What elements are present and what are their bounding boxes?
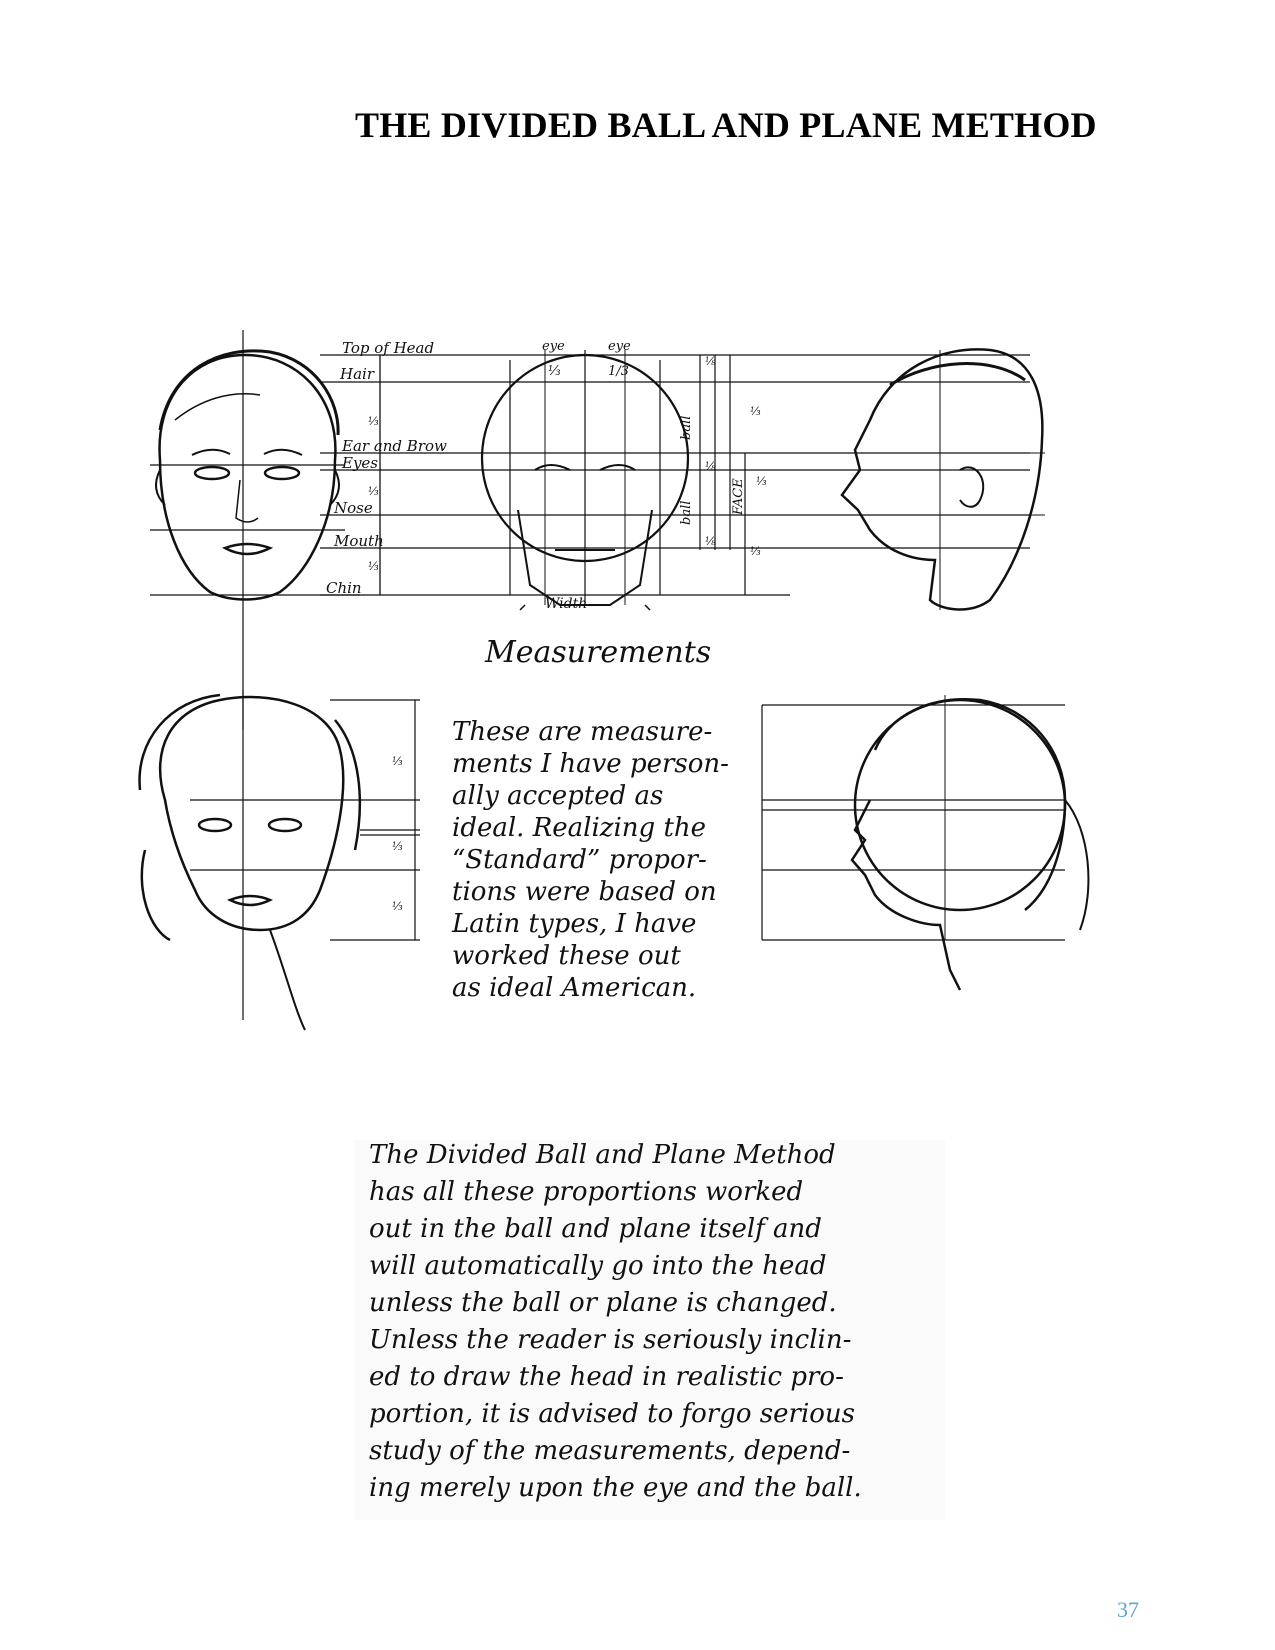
notes-line-9: study of the measurements, depend- bbox=[369, 1436, 851, 1466]
label-chin: Chin bbox=[326, 579, 362, 597]
label-top-of-head: Top of Head bbox=[342, 339, 435, 357]
label-face-frac: ⅓ bbox=[756, 475, 767, 488]
note-line-1: These are measure- bbox=[452, 717, 713, 747]
label-ear-and-brow: Ear and Brow bbox=[342, 437, 447, 455]
notes-line-8: portion, it is advised to forgo serious bbox=[369, 1399, 856, 1429]
label-nose: Nose bbox=[334, 499, 373, 517]
notes-line-7: ed to draw the head in realistic pro- bbox=[369, 1362, 844, 1392]
notes-line-6: Unless the reader is seriously inclin- bbox=[369, 1325, 852, 1355]
page-number: 37 bbox=[1117, 1597, 1139, 1622]
page-title: THE DIVIDED BALL AND PLANE METHOD bbox=[355, 105, 1097, 145]
label-eye-left: eye bbox=[542, 339, 565, 354]
female-fraction-3: ⅓ bbox=[392, 900, 403, 913]
label-width: Width bbox=[545, 596, 588, 612]
figure-caption: Measurements bbox=[485, 635, 712, 670]
note-line-3: ally accepted as bbox=[452, 781, 664, 811]
female-fraction-2: ⅓ bbox=[392, 840, 403, 853]
front-fraction-3: ⅓ bbox=[368, 560, 379, 573]
label-right-frac-1: ⅓ bbox=[750, 405, 761, 418]
label-ball-top: ball bbox=[679, 415, 694, 440]
front-fraction-2: ⅓ bbox=[368, 485, 379, 498]
front-fraction-1: ⅓ bbox=[368, 415, 379, 428]
label-mouth: Mouth bbox=[334, 532, 384, 550]
notes-line-2: has all these proportions worked bbox=[369, 1177, 804, 1207]
label-ball-mid: ball bbox=[679, 500, 694, 525]
notes-line-5: unless the ball or plane is changed. bbox=[369, 1288, 837, 1318]
note-line-8: worked these out bbox=[452, 941, 681, 971]
note-line-5: “Standard” propor- bbox=[452, 845, 707, 875]
label-eyes: Eyes bbox=[342, 454, 378, 472]
notes-line-10: ing merely upon the eye and the ball. bbox=[369, 1473, 862, 1503]
note-line-2: ments I have person- bbox=[452, 749, 729, 779]
label-eighth-3: ⅛ bbox=[705, 535, 716, 548]
note-line-4: ideal. Realizing the bbox=[452, 813, 707, 843]
notes-line-4: will automatically go into the head bbox=[369, 1251, 827, 1281]
note-line-6: tions were based on bbox=[452, 877, 717, 907]
label-eighth-2: ⅛ bbox=[705, 460, 716, 473]
female-fraction-1: ⅓ bbox=[392, 755, 403, 768]
label-frac-right: 1/3 bbox=[608, 364, 629, 379]
label-hair: Hair bbox=[340, 365, 374, 383]
measurements-illustration bbox=[130, 330, 1165, 1055]
notes-line-3: out in the ball and plane itself and bbox=[369, 1214, 822, 1244]
note-line-9: as ideal American. bbox=[452, 973, 697, 1003]
label-right-frac-2: ⅓ bbox=[750, 545, 761, 558]
note-line-7: Latin types, I have bbox=[452, 909, 697, 939]
notes-block bbox=[355, 1140, 945, 1520]
label-frac-left: ⅓ bbox=[548, 364, 561, 379]
label-face: FACE bbox=[731, 478, 746, 515]
notes-line-1: The Divided Ball and Plane Method bbox=[369, 1140, 836, 1170]
measurements-figure bbox=[130, 330, 1165, 1055]
label-eye-right: eye bbox=[608, 339, 631, 354]
label-eighth-1: ⅛ bbox=[705, 355, 716, 368]
